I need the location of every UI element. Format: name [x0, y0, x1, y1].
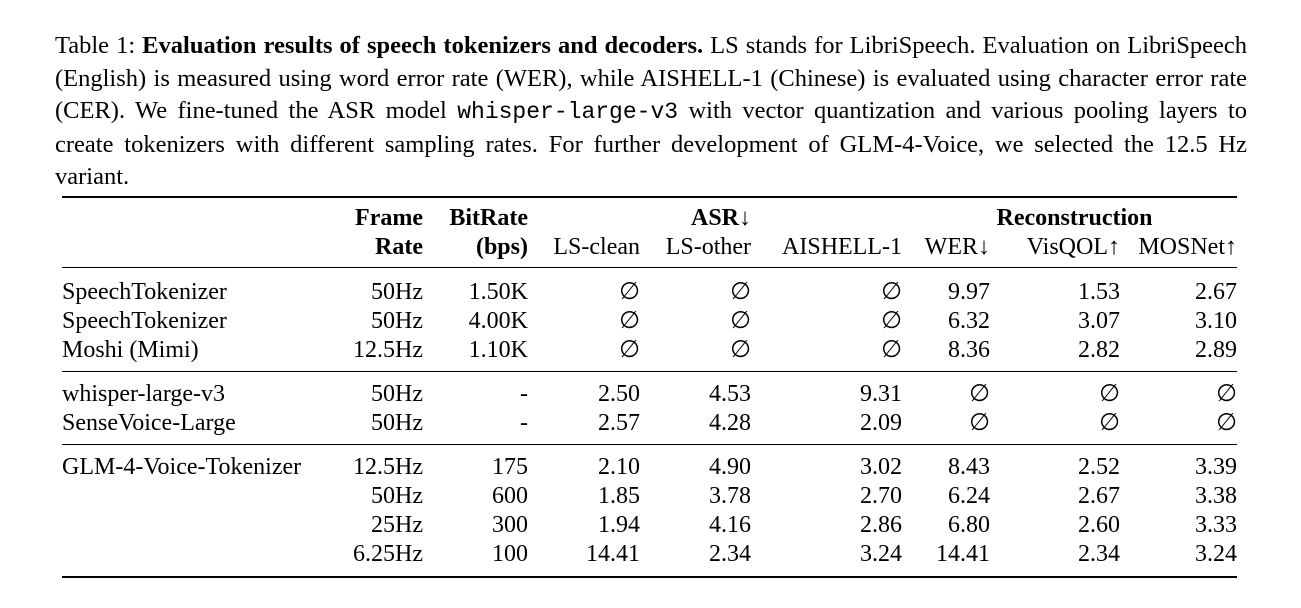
header-ls-clean: LS-clean	[553, 234, 640, 260]
group-rule-2	[62, 444, 1237, 445]
caption-label: Table 1:	[55, 32, 143, 59]
cell-ls-clean: 2.50	[598, 381, 640, 407]
cell-visqol: 2.34	[1078, 541, 1120, 567]
cell-visqol: ∅	[1099, 410, 1120, 436]
cell-frame: 6.25Hz	[353, 541, 423, 567]
cell-model: Moshi (Mimi)	[62, 337, 199, 363]
cell-ls-clean: ∅	[619, 279, 640, 305]
cell-frame: 50Hz	[371, 410, 423, 436]
cell-mosnet: 2.67	[1195, 279, 1237, 305]
cell-bitrate: 4.00K	[468, 308, 528, 334]
group-rule-1	[62, 371, 1237, 372]
cell-wer: 9.97	[948, 279, 990, 305]
cell-visqol: ∅	[1099, 381, 1120, 407]
bottom-rule	[62, 576, 1237, 578]
cell-ls-other: 4.53	[709, 381, 751, 407]
cell-aishell: 3.02	[860, 454, 902, 480]
cell-aishell: 2.86	[860, 512, 902, 538]
cell-frame: 50Hz	[371, 308, 423, 334]
cell-mosnet: 3.39	[1195, 454, 1237, 480]
cell-ls-other: ∅	[730, 279, 751, 305]
cell-frame: 50Hz	[371, 483, 423, 509]
cell-ls-other: 3.78	[709, 483, 751, 509]
cell-aishell: 3.24	[860, 541, 902, 567]
cell-frame: 12.5Hz	[353, 454, 423, 480]
cell-model: SpeechTokenizer	[62, 308, 227, 334]
cell-bitrate: -	[520, 381, 528, 407]
cell-ls-clean: 1.94	[598, 512, 640, 538]
caption-code: whisper-large-v3	[457, 99, 679, 125]
cell-model: GLM-4-Voice-Tokenizer	[62, 454, 302, 480]
header-aishell: AISHELL-1	[782, 234, 902, 260]
cell-model: SpeechTokenizer	[62, 279, 227, 305]
cell-ls-clean: 1.85	[598, 483, 640, 509]
cell-frame: 12.5Hz	[353, 337, 423, 363]
cell-ls-clean: 2.57	[598, 410, 640, 436]
cell-ls-clean: 2.10	[598, 454, 640, 480]
header-ls-other: LS-other	[665, 234, 751, 260]
cell-bitrate: 600	[492, 483, 528, 509]
cell-wer: 8.36	[948, 337, 990, 363]
cell-wer: ∅	[969, 410, 990, 436]
cell-ls-other: 2.34	[709, 541, 751, 567]
header-reconstruction-group: Reconstruction	[996, 205, 1153, 231]
cell-aishell: ∅	[881, 337, 902, 363]
cell-ls-other: 4.90	[709, 454, 751, 480]
cell-visqol: 2.52	[1078, 454, 1120, 480]
cell-ls-clean: ∅	[619, 308, 640, 334]
cell-visqol: 2.82	[1078, 337, 1120, 363]
header-frame-rate-line1: Frame	[355, 205, 423, 231]
header-bitrate-line1: BitRate	[449, 205, 528, 231]
header-wer: WER↓	[924, 234, 990, 260]
cell-bitrate: 1.10K	[468, 337, 528, 363]
cell-ls-other: 4.28	[709, 410, 751, 436]
cell-aishell: 2.70	[860, 483, 902, 509]
cell-aishell: ∅	[881, 279, 902, 305]
cell-ls-other: ∅	[730, 337, 751, 363]
top-rule	[62, 196, 1237, 198]
header-bitrate-line2: (bps)	[475, 234, 528, 260]
cell-mosnet: 3.33	[1195, 512, 1237, 538]
cell-frame: 50Hz	[371, 279, 423, 305]
cell-visqol: 3.07	[1078, 308, 1120, 334]
cell-mosnet: 3.38	[1195, 483, 1237, 509]
cell-model: whisper-large-v3	[62, 381, 226, 407]
caption-bold-title: Evaluation results of speech tokenizers and decoders.	[142, 32, 704, 59]
cell-mosnet: ∅	[1216, 410, 1237, 436]
cell-visqol: 1.53	[1078, 279, 1120, 305]
caption-text-2: with vector quantization and various pooling layers to create tokenizers with different sampling rates. For further development of GLM-4-Voice, we selected the 12.5 Hz variant.	[55, 97, 1248, 190]
cell-frame: 50Hz	[371, 381, 423, 407]
cell-bitrate: 175	[492, 454, 528, 480]
cell-visqol: 2.60	[1078, 512, 1120, 538]
cell-wer: 8.43	[948, 454, 990, 480]
cell-aishell: 9.31	[860, 381, 902, 407]
cell-visqol: 2.67	[1078, 483, 1120, 509]
cell-ls-other: ∅	[730, 308, 751, 334]
cell-mosnet: 3.10	[1195, 308, 1237, 334]
cell-bitrate: 300	[492, 512, 528, 538]
cell-mosnet: 3.24	[1195, 541, 1237, 567]
cell-aishell: 2.09	[860, 410, 902, 436]
cell-wer: 6.80	[948, 512, 990, 538]
caption-text-1: LS stands for LibriSpeech. Evaluation on LibriSpeech (English) is measured using word error rate (WER), while AISHELL-1 (Chinese) is evaluated using character error rate (CER). We fine-tuned the ASR model	[55, 32, 1247, 124]
cell-mosnet: 2.89	[1195, 337, 1237, 363]
cell-bitrate: 100	[492, 541, 528, 567]
table-caption	[55, 30, 1247, 194]
cell-bitrate: -	[520, 410, 528, 436]
header-frame-rate-line2: Rate	[375, 234, 423, 260]
cell-model: SenseVoice-Large	[62, 410, 236, 436]
cell-ls-clean: 14.41	[586, 541, 640, 567]
cell-wer: 6.32	[948, 308, 990, 334]
header-mosnet: MOSNet↑	[1138, 234, 1237, 260]
cell-wer: 6.24	[948, 483, 990, 509]
cell-ls-other: 4.16	[709, 512, 751, 538]
cell-wer: 14.41	[936, 541, 990, 567]
header-visqol: VisQOL↑	[1026, 234, 1120, 260]
cell-frame: 25Hz	[371, 512, 423, 538]
cell-aishell: ∅	[881, 308, 902, 334]
header-rule	[62, 267, 1237, 268]
header-asr-group: ASR↓	[690, 205, 751, 231]
cell-ls-clean: ∅	[619, 337, 640, 363]
cell-mosnet: ∅	[1216, 381, 1237, 407]
cell-bitrate: 1.50K	[468, 279, 528, 305]
cell-wer: ∅	[969, 381, 990, 407]
